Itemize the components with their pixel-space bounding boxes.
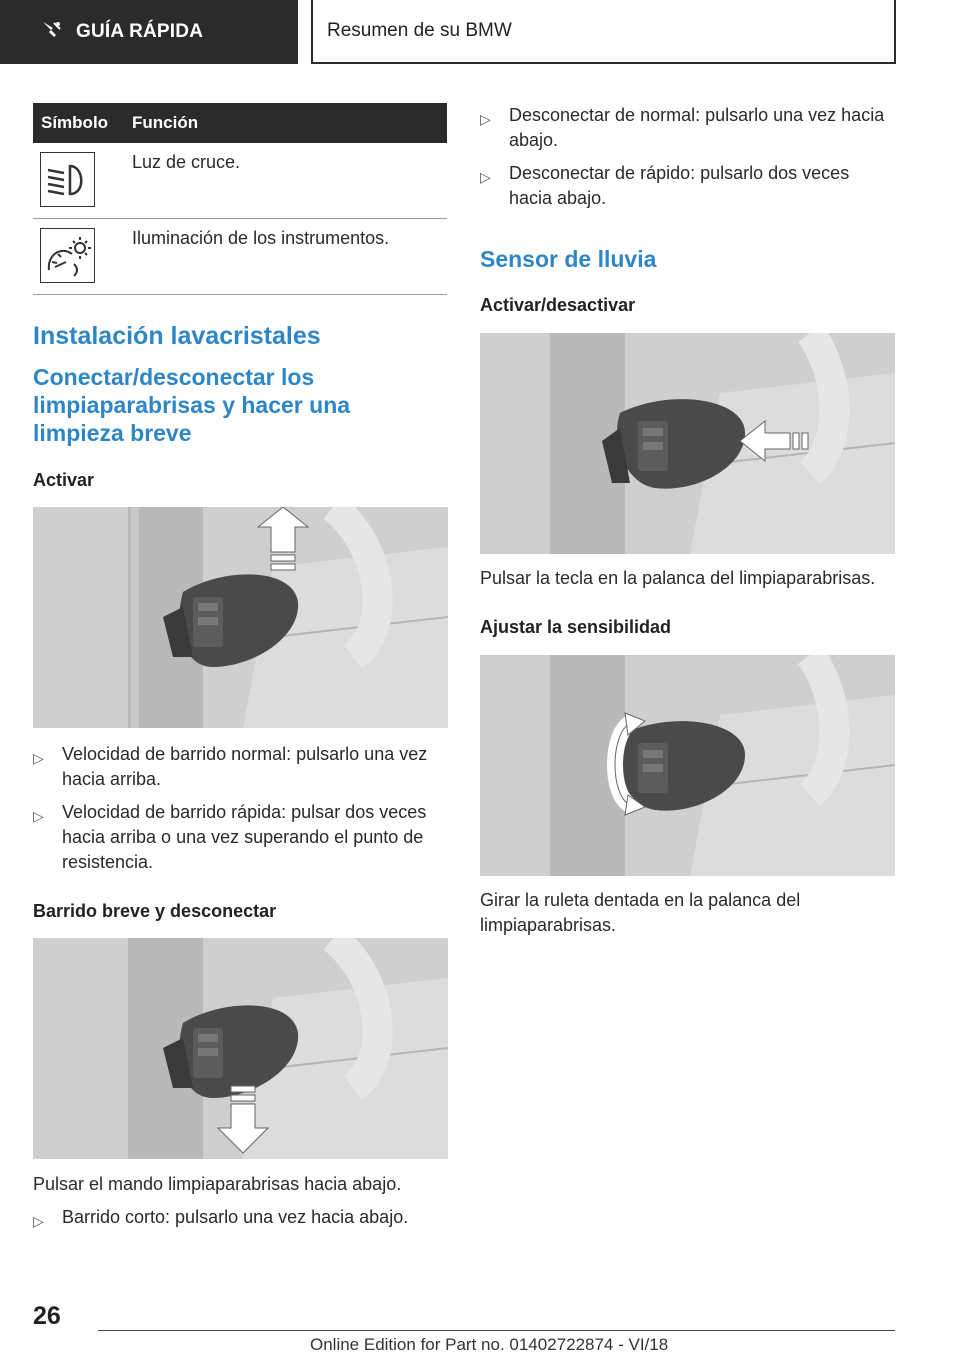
rain-sensor-title: Sensor de lluvia	[480, 246, 657, 272]
toggle-text: Pulsar la tecla en la palanca del limpiaparabrisas.	[480, 568, 876, 588]
table-row	[33, 143, 447, 219]
page-number: 26	[33, 1302, 61, 1330]
brief-heading: Barrido breve y desconectar	[33, 901, 277, 921]
toggle-heading: Activar/desactivar	[480, 295, 636, 315]
triangle-bullet-icon: ▷	[33, 1213, 44, 1229]
function-text: Luz de cruce.	[132, 152, 241, 172]
sensitivity-heading: Ajustar la sensibilidad	[480, 617, 672, 637]
list-item: ▷ Desconectar de normal: pulsarlo una vez hacia abajo.	[480, 105, 885, 150]
list-item: ▷ Desconectar de rápido: pulsarlo dos veces hacia abajo.	[480, 163, 850, 208]
figure-wiper-down	[33, 938, 448, 1159]
figure-wiper-up	[33, 507, 448, 728]
list-item: ▷ Barrido corto: pulsarlo una vez hacia abajo.	[33, 1205, 447, 1230]
function-text: Iluminación de los instrumentos.	[132, 228, 390, 248]
triangle-bullet-icon: ▷	[480, 111, 491, 127]
brief-list-right	[480, 103, 895, 211]
right-column	[480, 103, 895, 938]
table-row	[33, 219, 447, 295]
chapter-title: Resumen de su BMW	[327, 20, 512, 41]
section-title: Instalación lavacristales	[33, 322, 321, 350]
section-label: GUÍA RÁPIDA	[76, 21, 204, 42]
brief-list-left	[33, 1205, 447, 1230]
col-symbol-header: Símbolo	[41, 113, 109, 132]
list-item: ▷ Velocidad de barrido normal: pulsarlo una vez hacia arriba.	[33, 744, 428, 789]
edition-note: Online Edition for Part no. 01402722874 - VI/18	[310, 1335, 669, 1354]
activate-list	[33, 742, 447, 875]
figure-rain-sensitivity	[480, 655, 895, 876]
quick-guide-icon	[40, 19, 64, 46]
instrument-lighting-icon	[40, 228, 95, 283]
table-header	[33, 103, 447, 143]
sensitivity-text: Girar la ruleta dentada en la palanca del limpiaparabrisas.	[480, 890, 801, 935]
triangle-bullet-icon: ▷	[33, 750, 44, 766]
figure-rain-button	[480, 333, 895, 554]
activate-heading: Activar	[33, 470, 95, 490]
left-column	[33, 103, 447, 1238]
list-item: ▷ Velocidad de barrido rápida: pulsar dos veces hacia arriba o una vez superando el punto de resistencia.	[33, 802, 427, 872]
brief-text: Pulsar el mando limpiaparabrisas hacia abajo.	[33, 1174, 402, 1194]
header-section-tab	[0, 0, 298, 64]
footer-divider	[98, 1330, 895, 1331]
col-function-header: Función	[132, 113, 199, 132]
low-beam-icon	[40, 152, 95, 207]
triangle-bullet-icon: ▷	[480, 169, 491, 185]
subsection-title: Conectar/desconectar los limpiaparabrisas y hacer una limpieza breve	[33, 364, 351, 446]
chapter-header	[311, 0, 896, 64]
triangle-bullet-icon: ▷	[33, 808, 44, 824]
